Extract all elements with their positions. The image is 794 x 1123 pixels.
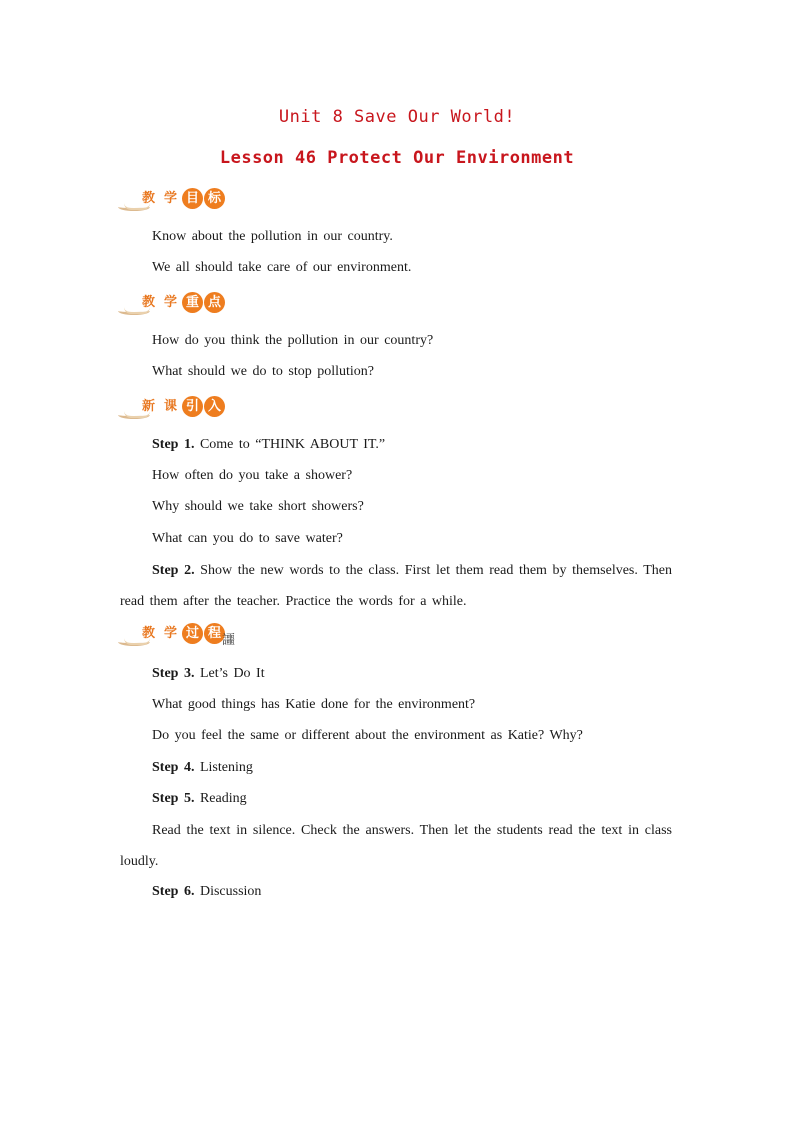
step-paragraph — [120, 555, 672, 617]
heading-char: 教 — [141, 295, 155, 310]
heading-char: 过 — [182, 623, 203, 644]
step-label: Step 2. — [152, 563, 195, 578]
text-line: What good things has Katie done for the environment? — [152, 697, 476, 712]
heading-char: 教 — [141, 191, 155, 206]
step-text: Reading — [194, 791, 247, 806]
step-label: Step 3. — [152, 666, 195, 681]
reading-paragraph: Read the text in silence. Check the answers. Then let the students read the text in class loudly. — [120, 823, 672, 869]
heading-char: 入 — [204, 396, 225, 417]
step-line — [152, 760, 253, 776]
step-label: Step 6. — [152, 884, 195, 899]
heading-char: 课 — [163, 399, 177, 414]
section-heading-goals — [118, 188, 248, 212]
step-text: Discussion — [194, 884, 262, 899]
heading-char: 标 — [204, 188, 225, 209]
step-label: Step 5. — [152, 791, 195, 806]
step-line — [152, 791, 247, 807]
stray-glyph: 讍 — [222, 633, 236, 648]
text-line: Why should we take short showers? — [152, 499, 364, 514]
text-line: We all should take care of our environment. — [152, 260, 412, 275]
step-text: Listening — [194, 760, 253, 775]
step-text: Come to “THINK ABOUT IT.” — [194, 437, 386, 452]
text-line: What can you do to save water? — [152, 531, 343, 546]
heading-char: 重 — [182, 292, 203, 313]
text-line: What should we do to stop pollution? — [152, 364, 374, 379]
heading-char: 点 — [204, 292, 225, 313]
step-text: Show the new words to the class. First let them read them by themselves. Then read them after the teacher. Practice the words for a while. — [120, 563, 672, 609]
heading-char: 程 — [204, 623, 225, 644]
text-line: Know about the pollution in our country. — [152, 229, 393, 244]
heading-char: 目 — [182, 188, 203, 209]
heading-char: 学 — [163, 626, 177, 641]
heading-char: 引 — [182, 396, 203, 417]
section-heading-key-points — [118, 292, 248, 316]
step-line — [152, 437, 385, 453]
step-line — [152, 884, 261, 900]
text-line: Do you feel the same or different about the environment as Katie? Why? — [152, 728, 583, 743]
step-line — [152, 666, 265, 682]
section-heading-intro — [118, 396, 248, 420]
lesson-title: Lesson 46 Protect Our Environment — [219, 148, 575, 168]
section-heading-process — [118, 623, 248, 647]
text-line: How do you think the pollution in our country? — [152, 333, 434, 348]
unit-title: Unit 8 Save Our World! — [278, 107, 516, 127]
heading-char: 学 — [163, 191, 177, 206]
text-line: How often do you take a shower? — [152, 468, 353, 483]
heading-char: 教 — [141, 626, 155, 641]
heading-char: 学 — [163, 295, 177, 310]
step-label: Step 4. — [152, 760, 195, 775]
step-text: Let’s Do It — [194, 666, 265, 681]
step-label: Step 1. — [152, 437, 195, 452]
heading-char: 新 — [141, 399, 155, 414]
